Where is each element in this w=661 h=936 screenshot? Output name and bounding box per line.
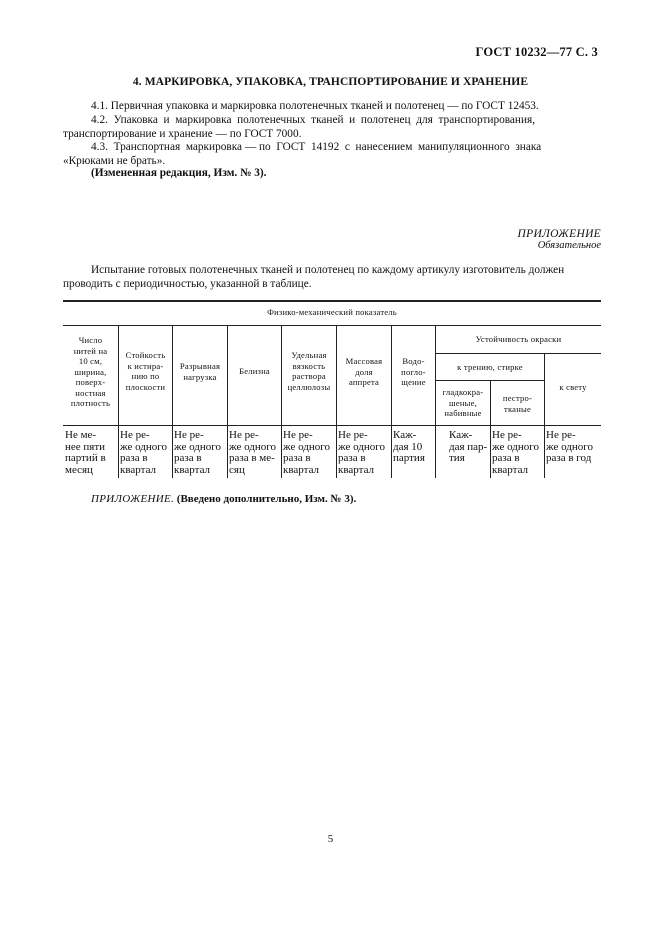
appendix-subtitle: Обязательное bbox=[537, 240, 601, 251]
appendix-note bbox=[91, 493, 356, 505]
table-cell: Каж- дая 10 партия bbox=[393, 429, 425, 464]
appendix-note-text: (Введено дополнительно, Изм. № 3). bbox=[176, 493, 357, 505]
table-col-divider bbox=[391, 325, 392, 478]
table-col-divider bbox=[227, 325, 228, 478]
appendix-note-label: ПРИЛОЖЕНИЕ. bbox=[91, 493, 175, 505]
col-header-finish: Массовая доля аппрета bbox=[345, 356, 383, 387]
table-col-divider bbox=[336, 325, 337, 478]
table-cell: Не ре- же одного раза в квартал bbox=[174, 429, 221, 476]
document-code-header: ГОСТ 10232—77 С. 3 bbox=[475, 45, 598, 59]
table-header-bottom-rule bbox=[63, 425, 601, 426]
table-cell: Не ре- же одного раза в квартал bbox=[120, 429, 167, 476]
table-cell: Не ре- же одного раза в год bbox=[546, 429, 593, 464]
col-header-plain-dyed: гладкокра- шеные, набивные bbox=[442, 387, 484, 418]
table-col-divider bbox=[544, 353, 545, 478]
section-title: 4. МАРКИРОВКА, УПАКОВКА, ТРАНСПОРТИРОВАНИЕ И ХРАНЕНИЕ bbox=[132, 76, 529, 88]
friction-header: к трению, стирке bbox=[457, 362, 523, 372]
table-col-divider bbox=[118, 325, 119, 478]
col-header-yarn-dyed: пестро- тканые bbox=[502, 393, 533, 414]
col-header-threads: Число нитей на 10 см, ширина, поверх- ностная плотность bbox=[70, 335, 111, 408]
table-cell: Каж- дая пар- тия bbox=[449, 429, 488, 464]
paragraph-4-1: 4.1. Первичная упаковка и маркировка полотенечных тканей и полотенец — по ГОСТ 12453. bbox=[91, 100, 539, 112]
table-cell: Не ре- же одного раза в квартал bbox=[338, 429, 385, 476]
paragraph-4-3-line1: 4.3. Транспортная маркировка — по ГОСТ 14192 с нанесением манипуляционного знака bbox=[91, 141, 542, 153]
table-cell: Не ре- же одного раза в ме- сяц bbox=[229, 429, 276, 476]
paragraph-4-2-line1: 4.2. Упаковка и маркировка полотенечных тканей и полотенец для транспортирования, bbox=[91, 114, 536, 126]
appendix-title: ПРИЛОЖЕНИЕ bbox=[517, 228, 601, 240]
table-col-divider bbox=[281, 325, 282, 478]
color-fastness-header: Устойчивость окраски bbox=[475, 334, 562, 344]
intro-line1: Испытание готовых полотенечных тканей и полотенец по каждому артикулу изготовитель должен bbox=[91, 264, 565, 276]
page-number: 5 bbox=[327, 833, 334, 845]
paragraph-4-3 bbox=[63, 140, 601, 168]
col-header-viscosity: Удельная вязкость раствора целлюлозы bbox=[287, 350, 331, 392]
table-cell: Не ре- же одного раза в квартал bbox=[283, 429, 330, 476]
table-group-header: Физико-механический показатель bbox=[267, 307, 397, 317]
paragraph-4-2 bbox=[63, 113, 601, 141]
intro-text bbox=[63, 263, 601, 291]
table-color-rule bbox=[435, 353, 601, 354]
edit-note: (Измененная редакция, Изм. № 3). bbox=[91, 167, 267, 179]
paragraph-4-2-line2: транспортирование и хранение — по ГОСТ 7000. bbox=[63, 128, 302, 140]
col-header-tensile: Разрывная нагрузка bbox=[179, 361, 221, 382]
table-cell: Не ме- нее пяти партий в месяц bbox=[65, 429, 106, 476]
table-group-rule bbox=[63, 325, 601, 326]
paragraph-4-3-line2: «Крюками не брать». bbox=[63, 155, 166, 167]
table-top-rule bbox=[63, 300, 601, 302]
table-col-divider bbox=[172, 325, 173, 478]
intro-line2: проводить с периодичностью, указанной в таблице. bbox=[63, 278, 312, 290]
col-header-abrasion: Стойкость к истира- нию по плоскости bbox=[125, 350, 166, 392]
col-header-absorption: Водо- погло- щение bbox=[401, 356, 426, 387]
col-header-whiteness: Белизна bbox=[239, 366, 270, 376]
periodicity-table bbox=[63, 300, 601, 478]
table-cell: Не ре- же одного раза в квартал bbox=[492, 429, 539, 476]
col-header-light: к свету bbox=[559, 382, 587, 392]
